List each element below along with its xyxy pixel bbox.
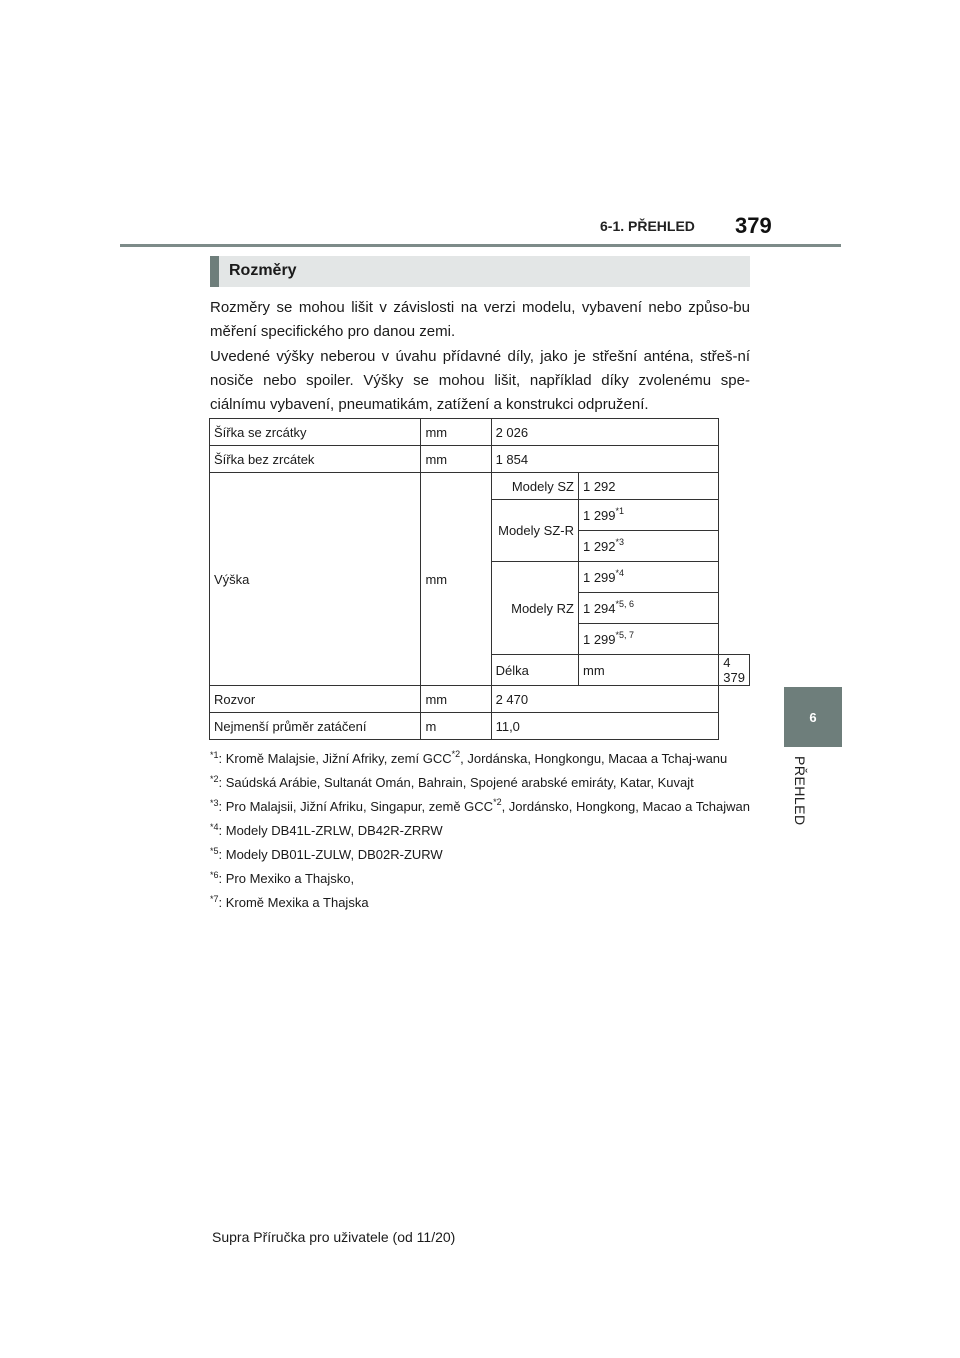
table-row: [210, 713, 750, 740]
footnote: $^{*3}$ : Pro Malajsii, Jižní Afriku, Singapur, země GCC$^{*2}$, Jordánsko, Hongkong, Macao a Tchajwan: [210, 797, 750, 814]
page-footer: Supra Příručka pro uživatele (od 11/20): [212, 1229, 456, 1245]
row-label: Délka: [491, 655, 578, 686]
row-value: 1 292: [578, 473, 718, 500]
running-header-section: 6-1. PŘEHLED: [600, 218, 695, 234]
footnotes: [210, 750, 755, 918]
table-row: [210, 446, 750, 473]
row-value: 1 292$^{*3}$: [578, 531, 718, 562]
row-value: 1 854: [491, 446, 719, 473]
chapter-label: PŘEHLED: [792, 756, 808, 826]
model-label: Modely SZ: [491, 473, 578, 500]
row-value: 1 299$^{*1}$: [578, 500, 718, 531]
model-label: Modely RZ: [491, 562, 578, 655]
row-unit: m: [421, 713, 491, 740]
row-label: Výška: [210, 473, 421, 686]
intro-paragraph: Rozměry se mohou lišit v závislosti na verzi modelu, vybavení nebo způso-bu měření specifického pro danou zemi.: [210, 299, 750, 340]
row-value: 2 026: [491, 419, 719, 446]
row-label: Šířka se zrcátky: [210, 419, 421, 446]
row-value: 2 470: [491, 686, 719, 713]
row-label: Nejmenší průměr zatáčení: [210, 713, 421, 740]
chapter-number: 6: [809, 709, 817, 725]
row-unit: mm: [421, 686, 491, 713]
header-rule: [120, 244, 841, 247]
footnote: $^{*5}$ : Modely DB01L-ZULW, DB02R-ZURW: [210, 846, 443, 862]
footnote: $^{*1}$ : Kromě Malajsie, Jižní Afriky, zemí GCC$^{*2}$, Jordánska, Hongkongu, Macaa a Tchaj-wanu: [210, 749, 728, 766]
row-value: 11,0: [491, 713, 719, 740]
row-value: 1 299$^{*4}$: [578, 562, 718, 593]
section-title: Rozměry: [210, 256, 750, 287]
table-row: [210, 419, 750, 446]
row-unit: mm: [421, 473, 491, 686]
row-unit: mm: [421, 446, 491, 473]
footnote: $^{*6}$ : Pro Mexiko a Thajsko,: [210, 870, 355, 886]
table-row: [210, 473, 750, 500]
dimensions-table: [209, 418, 750, 740]
footnote: $^{*7}$ : Kromě Mexika a Thajska: [210, 894, 369, 910]
row-value: 1 294$^{*5, 6}$: [578, 593, 718, 624]
row-value: 4 379: [719, 655, 750, 686]
height-note-paragraph: Uvedené výšky neberou v úvahu přídavné díly, jako je střešní anténa, střeš-ní nosiče nebo spoiler. Výšky se mohou lišit, například díky zvolenému spe-ciálnímu vybavení, pneumatikám, zatížení a konstrukci odpružení.: [210, 348, 750, 413]
footnote: $^{*4}$ : Modely DB41L-ZRLW, DB42R-ZRRW: [210, 822, 443, 838]
row-unit: mm: [578, 655, 718, 686]
row-label: Šířka bez zrcátek: [210, 446, 421, 473]
table-row: [210, 686, 750, 713]
chapter-tab: [784, 687, 842, 747]
page-number: 379: [735, 213, 772, 238]
row-unit: mm: [421, 419, 491, 446]
row-value: 1 299$^{*5, 7}$: [578, 624, 718, 655]
row-label: Rozvor: [210, 686, 421, 713]
footnote: $^{*2}$ : Saúdská Arábie, Sultanát Omán, Bahrain, Spojené arabské emiráty, Katar, Kuvajt: [210, 774, 694, 790]
model-label: Modely SZ-R: [491, 500, 578, 562]
